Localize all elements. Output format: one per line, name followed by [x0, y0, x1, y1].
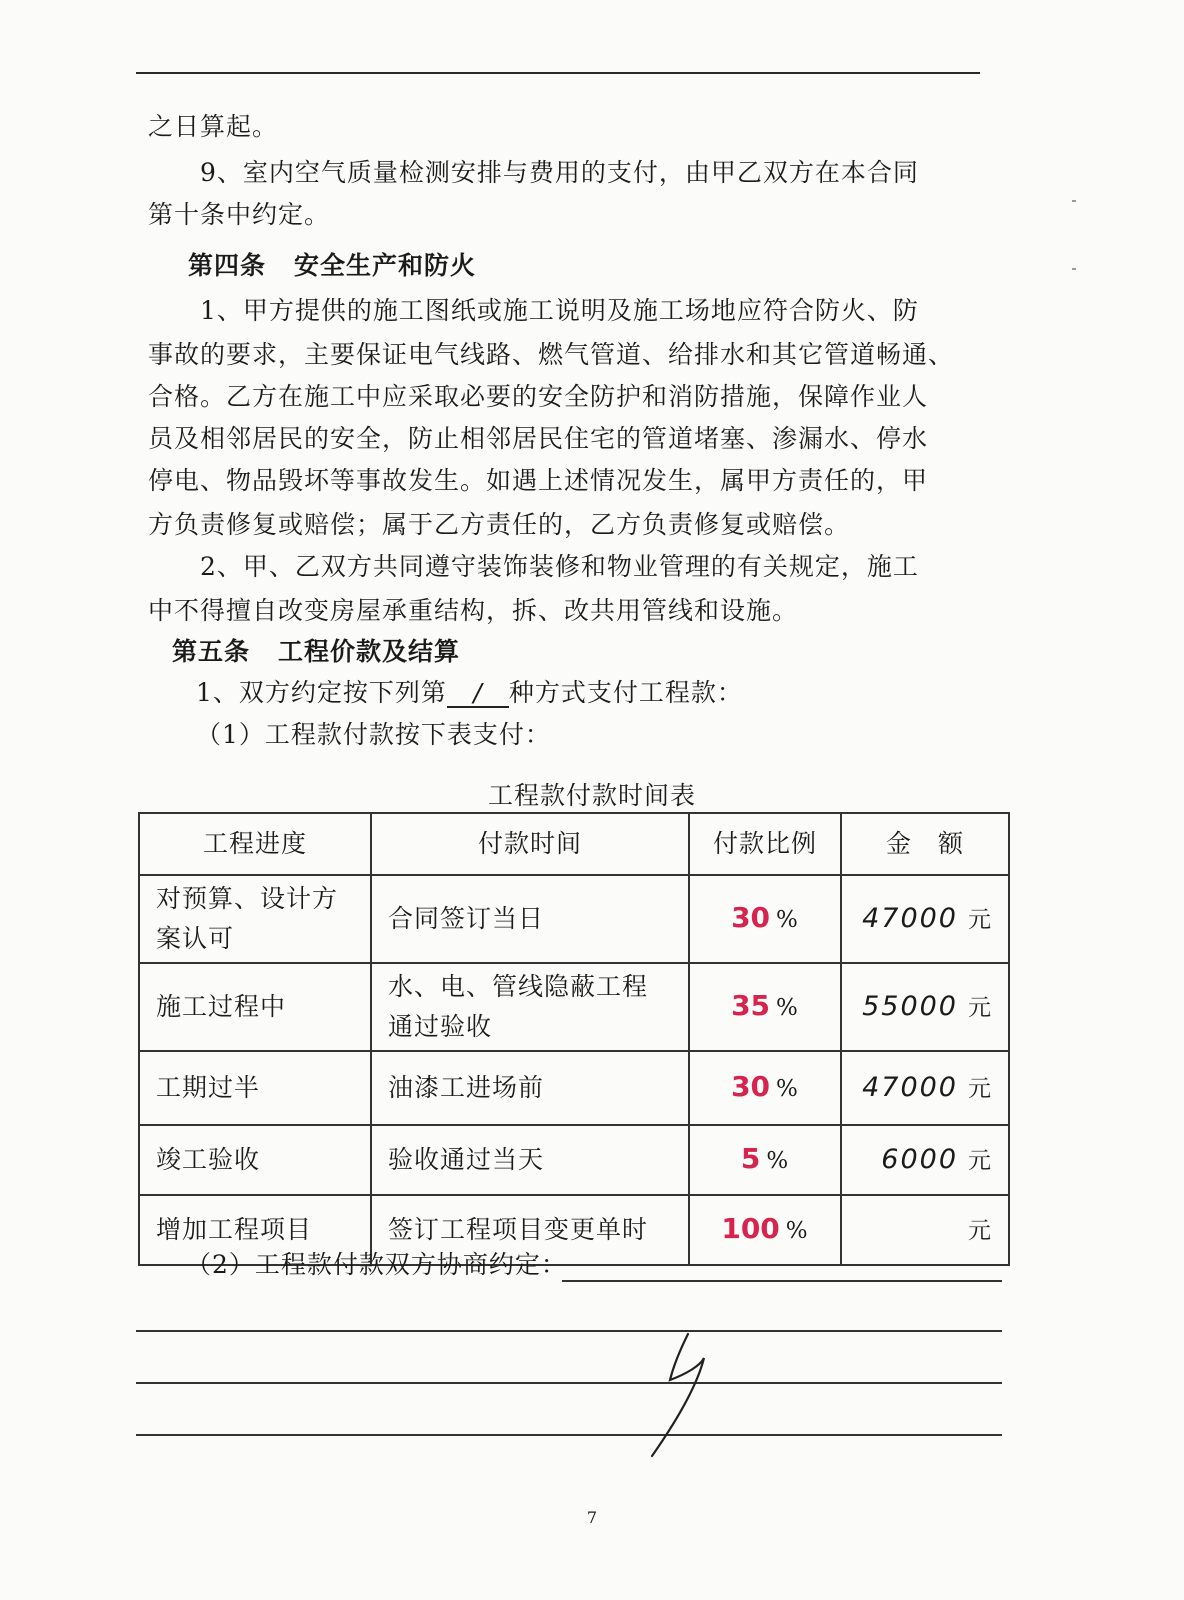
- yuan-unit: 元: [968, 1147, 992, 1174]
- art4-p1-line: 合格。乙方在施工中应采取必要的安全防护和消防措施，保障作业人: [148, 382, 929, 411]
- ratio-stamp: 100: [721, 1212, 780, 1245]
- payment-method-line: [196, 672, 1048, 714]
- page-number: 7: [586, 1508, 598, 1527]
- percent-sign: %: [766, 1148, 790, 1174]
- article5-title: 工程价款及结算: [278, 637, 461, 666]
- art4-p2-line: 中不得擅自改变房屋承重结构，拆、改共用管线和设施。: [148, 596, 799, 625]
- header-time: 付款时间: [371, 813, 689, 875]
- blank-line[interactable]: [136, 1434, 1002, 1436]
- ratio-cell: [689, 963, 841, 1051]
- table-row: [139, 1125, 1009, 1195]
- option2-label: （2）工程款付款双方协商约定：: [186, 1250, 567, 1279]
- stage-cell: 增加工程项目: [139, 1195, 371, 1265]
- blank-line[interactable]: [136, 1382, 1002, 1384]
- header-amount: 金 额: [841, 813, 1009, 875]
- ratio-stamp: 5: [740, 1142, 761, 1175]
- article4-heading: [188, 246, 476, 282]
- amount-cell: [841, 875, 1009, 963]
- yuan-unit: 元: [968, 1217, 992, 1244]
- article4-title: 安全生产和防火: [294, 251, 477, 280]
- art4-p1-line: 停电、物品毁坏等事故发生。如遇上述情况发生，属甲方责任的，甲: [148, 466, 929, 495]
- header-stage: 工程进度: [139, 813, 371, 875]
- art4-p1-line: 1、甲方提供的施工图纸或施工说明及施工场地应符合防火、防: [200, 296, 919, 325]
- ratio-stamp: 30: [731, 1070, 771, 1103]
- ratio-cell: [689, 875, 841, 963]
- payment-schedule-table: [138, 812, 1010, 1266]
- amount-cell: [841, 1125, 1009, 1195]
- article5-heading: [172, 632, 460, 668]
- stage-cell: 工期过半: [139, 1051, 371, 1125]
- art4-p1-line: 事故的要求，主要保证电气线路、燃气管道、给排水和其它管道畅通、: [148, 340, 955, 369]
- table-row: [139, 875, 1009, 963]
- binding-mark: [1072, 200, 1076, 202]
- table-row: [139, 963, 1009, 1051]
- time-cell: 油漆工进场前: [371, 1051, 689, 1125]
- yuan-unit: 元: [968, 994, 992, 1021]
- yuan-unit: 元: [968, 1075, 992, 1102]
- art4-p1-line: 方负责修复或赔偿；属于乙方责任的，乙方负责修复或赔偿。: [148, 510, 851, 539]
- table-header-row: [139, 813, 1009, 875]
- time-cell: 水、电、管线隐蔽工程通过验收: [371, 963, 689, 1051]
- binding-mark: [1072, 268, 1076, 270]
- payment-method-suffix: 种方式支付工程款：: [508, 678, 743, 707]
- stage-cell: 竣工验收: [139, 1125, 371, 1195]
- option2-fill-line[interactable]: [562, 1280, 1002, 1282]
- amount-handwritten: 47000: [862, 902, 958, 934]
- percent-sign: %: [776, 1076, 799, 1102]
- time-cell: 验收通过当天: [371, 1125, 689, 1195]
- item9-line1: 9、室内空气质量检测安排与费用的支付，由甲乙双方在本合同: [200, 158, 919, 187]
- percent-sign: %: [785, 1218, 809, 1244]
- item9-line2: 第十条中约定。: [148, 200, 331, 229]
- article4-number: 第四条: [188, 251, 267, 280]
- header-rule: [136, 72, 980, 74]
- ratio-stamp: 30: [731, 901, 771, 934]
- percent-sign: %: [776, 995, 799, 1021]
- table-title: 工程款付款时间表: [487, 781, 696, 810]
- article5-number: 第五条: [172, 637, 251, 666]
- ratio-cell: [689, 1051, 841, 1125]
- handwritten-strike-mark: [640, 1330, 740, 1460]
- ratio-stamp: 35: [731, 989, 771, 1022]
- art4-p2-line: 2、甲、乙双方共同遵守装饰装修和物业管理的有关规定，施工: [200, 552, 919, 581]
- percent-sign: %: [776, 907, 799, 933]
- payment-method-prefix: 1、双方约定按下列第: [196, 678, 447, 707]
- stage-cell: 施工过程中: [139, 963, 371, 1051]
- amount-handwritten: 55000: [862, 990, 958, 1022]
- stage-cell: 对预算、设计方案认可: [139, 875, 371, 963]
- header-ratio: 付款比例: [689, 813, 841, 875]
- amount-handwritten: 6000: [881, 1143, 958, 1175]
- table-row: [139, 1051, 1009, 1125]
- amount-handwritten: 47000: [862, 1071, 958, 1103]
- amount-cell: [841, 963, 1009, 1051]
- option1-label: （1）工程款付款按下表支付：: [196, 720, 551, 749]
- continued-line: 之日算起。: [148, 112, 279, 141]
- ratio-cell: [689, 1125, 841, 1195]
- blank-line[interactable]: [136, 1330, 1002, 1332]
- art4-p1-line: 员及相邻居民的安全，防止相邻居民住宅的管道堵塞、渗漏水、停水: [148, 424, 929, 453]
- time-cell: 签订工程项目变更单时: [371, 1195, 689, 1265]
- yuan-unit: 元: [968, 906, 992, 933]
- payment-method-choice[interactable]: /: [447, 680, 509, 708]
- amount-cell: [841, 1051, 1009, 1125]
- time-cell: 合同签订当日: [371, 875, 689, 963]
